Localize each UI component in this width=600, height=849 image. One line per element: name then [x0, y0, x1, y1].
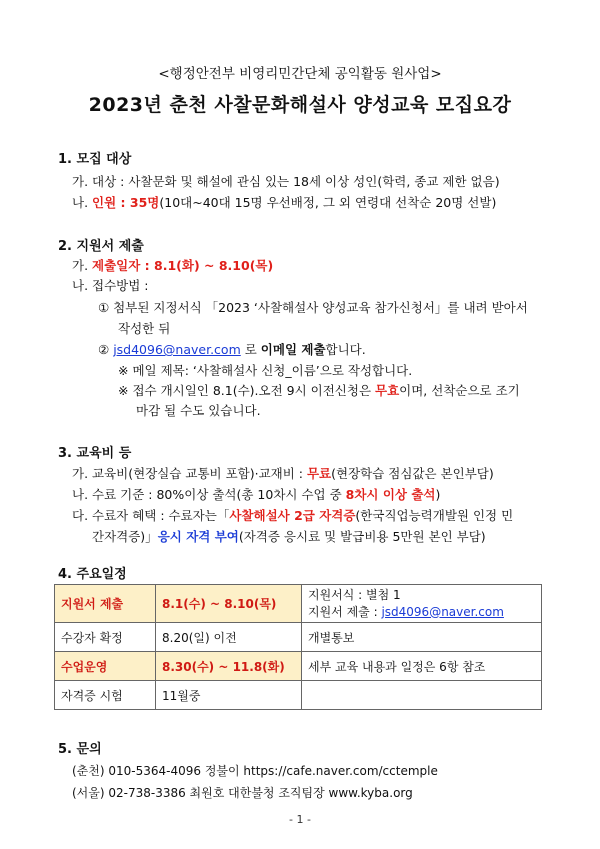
page-title: 2023년 춘천 사찰문화해설사 양성교육 모집요강	[88, 94, 512, 116]
s2-step2-prefix: ②	[98, 342, 114, 357]
table-row	[55, 623, 542, 652]
schedule-note-line2-prefix: 지원서 제출 :	[308, 604, 382, 619]
s3-criteria-end: )	[435, 487, 441, 502]
s3-criteria	[72, 485, 440, 503]
s2-note2-red: 무효	[375, 383, 400, 398]
s3-benefit-rest: (한국직업능력개발원 인정 민	[355, 508, 514, 523]
s1-count-red: 인원 : 35명	[92, 195, 160, 210]
s3-criteria-prefix: 나. 수료 기준 : 80%이상 출석(총 10차시 수업 중	[72, 487, 346, 502]
s3-criteria-red: 8차시 이상 출석	[345, 487, 436, 502]
s3-benefit-line2-b: (자격증 응시료 및 발급비용 5만원 본인 부담)	[238, 529, 486, 544]
s2-date-prefix: 가.	[72, 258, 93, 273]
s2-note2-a: ※ 접수 개시일인 8.1(수).오전 9시 이전신청은	[118, 383, 375, 398]
schedule-cell-note: 세부 교육 내용과 일정은 6항 참조	[302, 652, 542, 681]
s1-count-prefix: 나.	[72, 195, 93, 210]
schedule-cell-event: 지원서 제출	[55, 585, 156, 623]
s3-benefit-line2	[92, 527, 486, 545]
schedule-cell-note: 개별통보	[302, 623, 542, 652]
page-number: - 1 -	[289, 813, 311, 826]
s3-benefit	[72, 506, 513, 524]
s1-count	[72, 193, 496, 211]
schedule-cell-event: 수강자 확정	[55, 623, 156, 652]
s1-count-rest: (10대~40대 15명 우선배정, 그 외 연령대 선착순 20명 선발)	[159, 195, 497, 210]
schedule-cell-date: 11월중	[156, 681, 302, 710]
schedule-note-line2	[308, 604, 535, 621]
s3-fee-rest: (현장학습 점심값은 본인부담)	[331, 466, 494, 481]
schedule-table	[54, 584, 542, 710]
section-1-heading: 1. 모집 대상	[58, 152, 132, 167]
schedule-cell-date: 8.30(수) ~ 11.8(화)	[156, 652, 302, 681]
s2-date	[72, 256, 273, 274]
schedule-cell-event: 자격증 시험	[55, 681, 156, 710]
schedule-cell-date: 8.20(일) 이전	[156, 623, 302, 652]
s2-note2-line2: 마감 될 수도 있습니다.	[136, 403, 261, 418]
section-2-heading: 2. 지원서 제출	[58, 239, 144, 254]
contact-seoul: (서울) 02-738-3386 최원호 대한불청 조직팀장 www.kyba.org	[72, 786, 413, 800]
s2-step2-mid: 로	[240, 342, 261, 357]
s2-step1-line1: ① 첨부된 지정서식 「2023 ‘사찰해설사 양성교육 참가신청서」를 내려 받아서	[98, 300, 528, 315]
s3-benefit-red: 사찰해설사 2급 자격증	[229, 508, 356, 523]
s3-fee	[72, 464, 494, 482]
s2-step2-end: 합니다.	[325, 342, 366, 357]
table-row	[55, 585, 542, 623]
table-row	[55, 652, 542, 681]
s3-benefit-line2-a: 간자격증)」	[92, 529, 158, 544]
section-3-heading: 3. 교육비 등	[58, 446, 132, 461]
schedule-cell-note	[302, 585, 542, 623]
s2-note2-b: 이며, 선착순으로 조기	[399, 383, 520, 398]
s3-benefit-line2-blue: 응시 자격 부여	[157, 529, 239, 544]
s2-date-red: 제출일자 : 8.1(화) ~ 8.10(목)	[92, 258, 274, 273]
s2-email-link[interactable]: jsd4096@naver.com	[113, 342, 241, 357]
s1-target: 가. 대상 : 사찰문화 및 해설에 관심 있는 18세 이상 성인(학력, 종교 제한 없음)	[72, 174, 500, 189]
s2-note2	[118, 381, 520, 399]
s2-method: 나. 접수방법 :	[72, 278, 149, 293]
contact-chuncheon: (춘천) 010-5364-4096 정불이 https://cafe.naver.com/cctemple	[72, 764, 438, 778]
schedule-cell-event: 수업운영	[55, 652, 156, 681]
s2-step1-line2: 작성한 뒤	[118, 321, 171, 336]
page-subtitle: <행정안전부 비영리민간단체 공익활동 원사업>	[158, 66, 442, 82]
section-5-heading: 5. 문의	[58, 742, 102, 757]
s2-note1: ※ 메일 제목: ‘사찰해설사 신청_이름’으로 작성합니다.	[118, 363, 413, 378]
table-row	[55, 681, 542, 710]
schedule-cell-note	[302, 681, 542, 710]
schedule-cell-date: 8.1(수) ~ 8.10(목)	[156, 585, 302, 623]
s3-fee-prefix: 가. 교육비(현장실습 교통비 포함)·교재비 :	[72, 466, 307, 481]
s2-step2	[98, 340, 366, 358]
schedule-email-link[interactable]: jsd4096@naver.com	[381, 604, 504, 619]
s3-fee-red: 무료	[306, 466, 332, 481]
s3-benefit-prefix: 다. 수료자 혜택 : 수료자는「	[72, 508, 230, 523]
schedule-note-line1: 지원서식 : 별첨 1	[308, 587, 401, 602]
s2-step2-bold: 이메일 제출	[260, 342, 326, 357]
section-4-heading: 4. 주요일정	[58, 567, 127, 582]
